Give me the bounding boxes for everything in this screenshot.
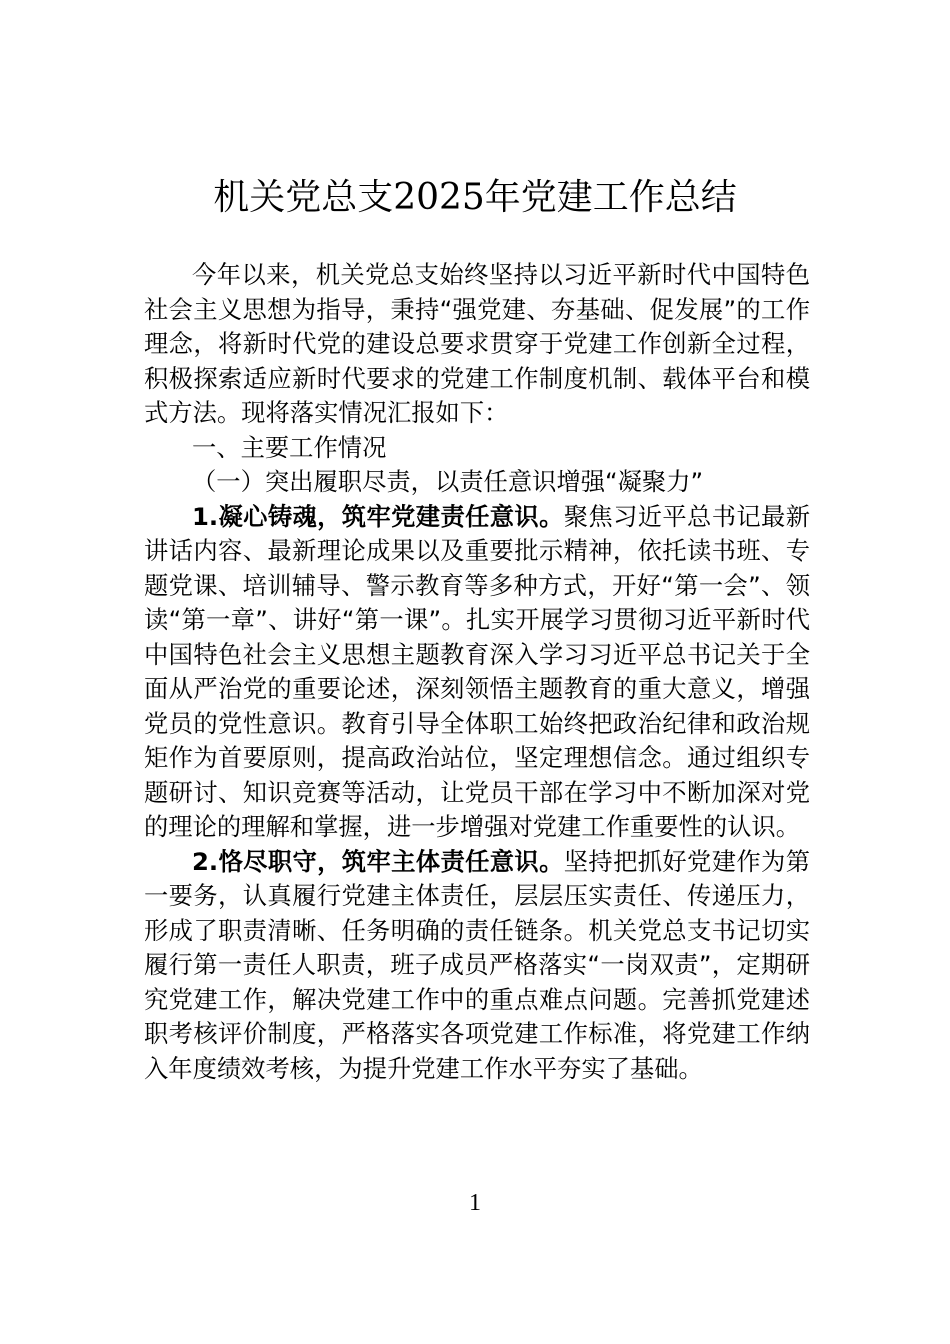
document-title: 机关党总支2025年党建工作总结 [213,177,737,218]
page-number: 1 [469,1190,481,1216]
item-1-lead: 1.凝心铸魂，筑牢党建责任意识。 [192,501,564,531]
item-2-text: 坚持把抓好党建作为第一要务，认真履行党建主体责任，层层压实责任、传递压力，形成了职责清晰、任务明确的责任链条。机关党总支书记切实履行第一责任人职责，班子成员严格落实“一岗双责”，定期研究党建工作，解决党建工作中的重点难点问题。完善抓党建述职考核评价制度，严格落实各项党建工作标准，将党建工作纳入年度绩效考核，为提升党建工作水平夯实了基础。 [144,846,810,1083]
document-body [144,258,810,1086]
section-heading: 一、主要工作情况 [192,432,387,462]
item-1-paragraph [144,500,810,845]
item-1-text: 聚焦习近平总书记最新讲话内容、最新理论成果以及重要批示精神，依托读书班、专题党课、培训辅导、警示教育等多种方式，开好“第一会”、领读“第一章”、讲好“第一课”。扎实开展学习贯彻习近平新时代中国特色社会主义思想主题教育深入学习习近平总书记关于全面从严治党的重要论述，深刻领悟主题教育的重大意义，增强党员的党性意识。教育引导全体职工始终把政治纪律和政治规矩作为首要原则，提高政治站位，坚定理想信念。通过组织专题研讨、知识竞赛等活动，让党员干部在学习中不断加深对党的理论的理解和掌握，进一步增强对党建工作重要性的认识。 [144,501,810,841]
intro-paragraph: 今年以来，机关党总支始终坚持以习近平新时代中国特色社会主义思想为指导，秉持“强党建、夯基础、促发展”的工作理念，将新时代党的建设总要求贯穿于党建工作创新全过程，积极探索适应新时代要求的党建工作制度机制、载体平台和模式方法。现将落实情况汇报如下： [144,260,810,427]
item-2-paragraph [144,845,810,1087]
item-2-lead: 2.恪尽职守，筑牢主体责任意识。 [192,846,564,876]
subsection-heading: （一）突出履职尽责，以责任意识增强“凝聚力” [192,467,704,496]
